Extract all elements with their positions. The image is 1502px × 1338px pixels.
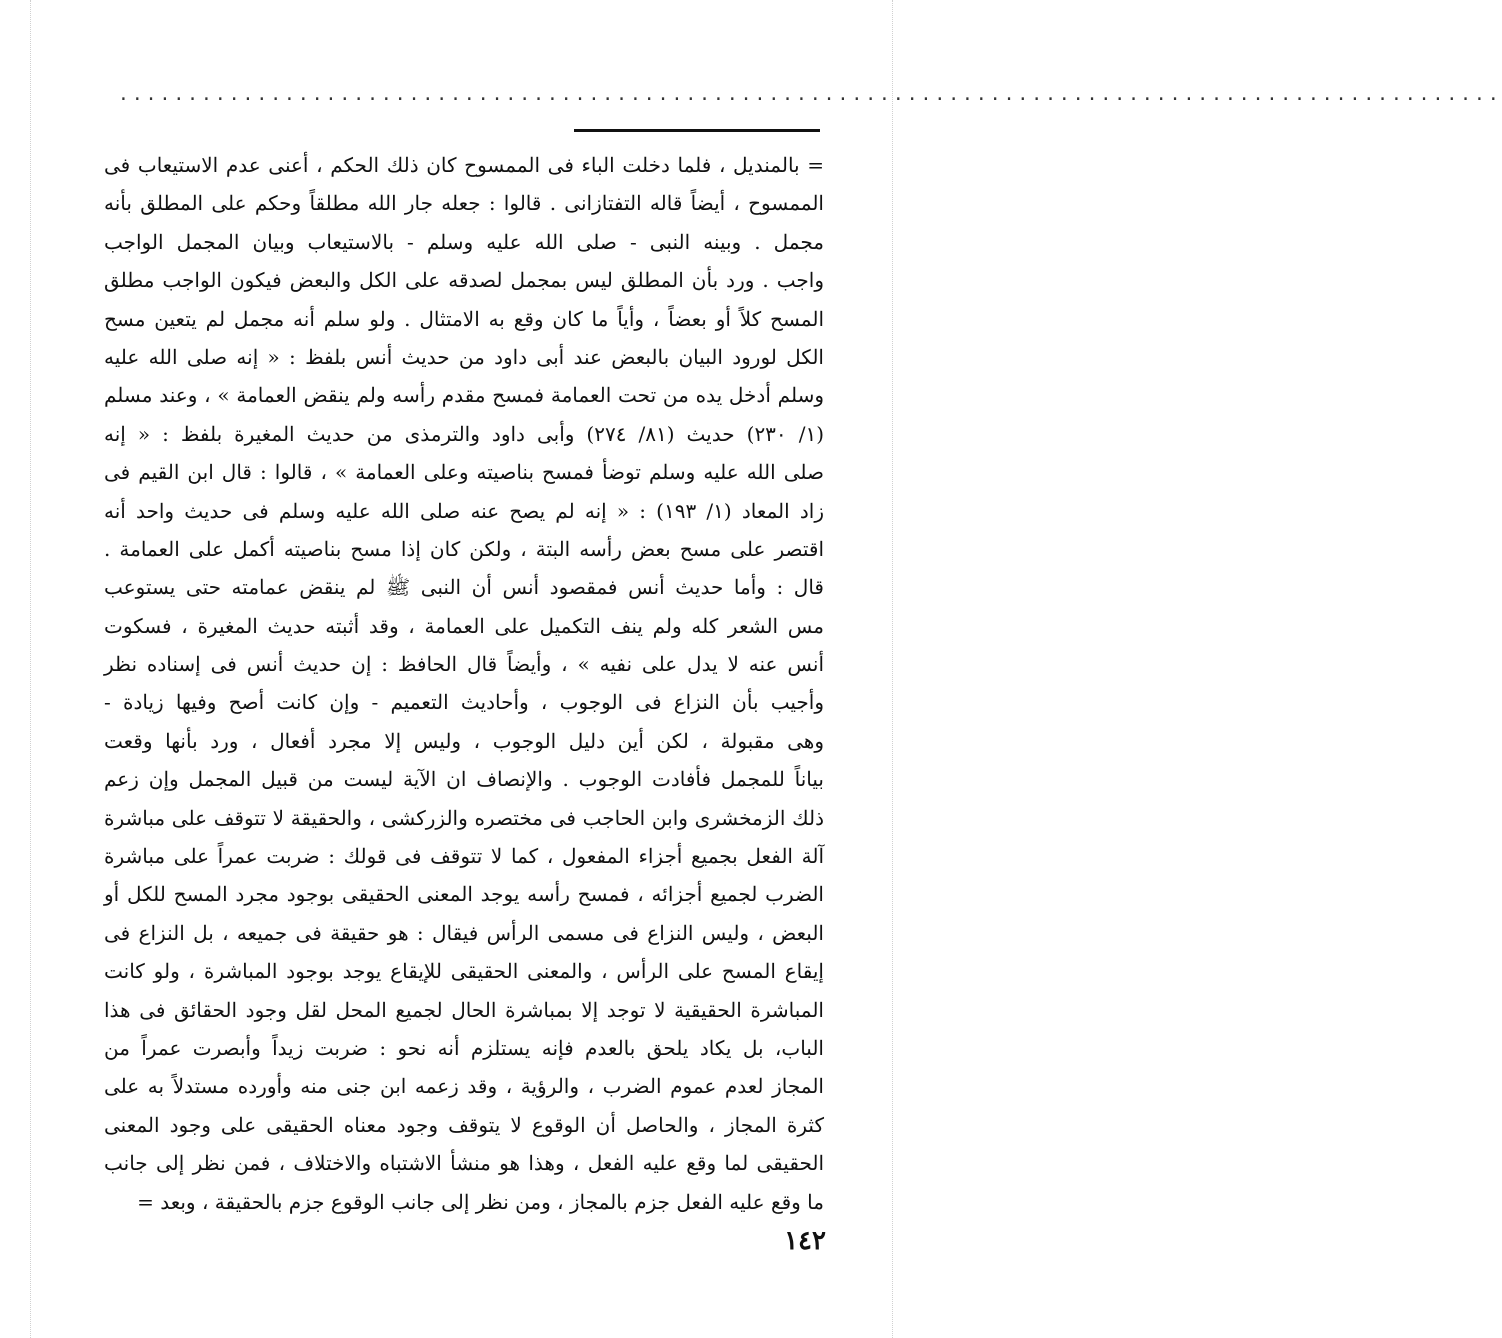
- text-line: قال : وأما حديث أنس فمقصود أنس أن النبى ﷺ لم ينقض عمامته حتى يستوعب: [104, 575, 824, 600]
- footnote-dots-separator: ....................................................................................................: [118, 84, 1502, 105]
- text-line: الباب، بل يكاد يلحق بالعدم فإنه يستلزم أنه نحو : ضربت زيداً وأبصرت عمراً من: [104, 1035, 824, 1060]
- text-line: إيقاع المسح على الرأس ، والمعنى الحقيقى للإيقاع يوجد بوجود المباشرة ، ولو كانت: [104, 959, 824, 984]
- text-line: وهى مقبولة ، لكن أين دليل الوجوب ، وليس إلا مجرد أفعال ، ورد بأنها وقعت: [104, 728, 824, 753]
- text-line: آلة الفعل بجميع أجزاء المفعول ، كما لا تتوقف فى قولك : ضربت عمراً على مباشرة: [104, 844, 824, 869]
- text-line: المسح كلاً أو بعضاً ، وأياً ما كان وقع به الامتثال . ولو سلم أنه مجمل لم يتعين مسح: [104, 306, 824, 331]
- text-line: كثرة المجاز ، والحاصل أن الوقوع لا يتوقف وجود معناه الحقيقى على وجود المعنى: [104, 1112, 824, 1137]
- text-line: ما وقع عليه الفعل جزم بالمجاز ، ومن نظر إلى جانب الوقوع جزم بالحقيقة ، وبعد =: [137, 1189, 824, 1214]
- text-line: مس الشعر كله ولم ينف التكميل على العمامة ، وقد أثبته حديث المغيرة ، فسكوت: [104, 613, 824, 638]
- text-line: الضرب لجميع أجزائه ، فمسح رأسه يوجد المعنى الحقيقى بوجود مجرد المسح للكل أو: [104, 882, 824, 907]
- scan-gutter-line: [892, 0, 893, 1338]
- text-line: أنس عنه لا يدل على نفيه » ، وأيضاً قال الحافظ : إن حديث أنس فى إسناده نظر: [104, 652, 824, 677]
- text-line: = بالمنديل ، فلما دخلت الباء فى الممسوح كان ذلك الحكم ، أعنى عدم الاستيعاب فى: [104, 153, 824, 177]
- footnote-rule: [574, 129, 820, 132]
- page-number: ١٤٢: [784, 1226, 826, 1256]
- text-line: الممسوح ، أيضاً قاله التفتازانى . قالوا : جعله جار الله مطلقاً وحكم على المطلق بأنه: [104, 191, 824, 216]
- text-line: الكل لورود البيان بالبعض عند أبى داود من حديث أنس بلفظ : « إنه صلى الله عليه: [104, 344, 824, 369]
- text-line: مجمل . وبينه النبى - صلى الله عليه وسلم - بالاستيعاب وبيان المجمل الواجب: [104, 229, 824, 254]
- text-line: ذلك الزمخشرى وابن الحاجب فى مختصره والزركشى ، والحقيقة لا تتوقف على مباشرة: [104, 805, 824, 830]
- text-line: وأجيب بأن النزاع فى الوجوب ، وأحاديث التعميم - وإن كانت أصح وفيها زيادة -: [104, 690, 824, 715]
- footnote-text-block: [104, 146, 824, 1221]
- text-line: المباشرة الحقيقية لا توجد إلا بمباشرة الحال لجميع المحل لقل وجود الحقائق فى هذا: [104, 997, 824, 1022]
- text-line: المجاز لعدم عموم الضرب ، والرؤية ، وقد زعمه ابن جنى منه وأورده مستدلاً به على: [104, 1074, 824, 1099]
- text-line: اقتصر على مسح بعض رأسه البتة ، ولكن كان إذا مسح بناصيته أكمل على العمامة .: [104, 536, 824, 561]
- text-line: وسلم أدخل يده من تحت العمامة فمسح مقدم رأسه ولم ينقض العمامة » ، وعند مسلم: [104, 383, 824, 408]
- text-line: (١/ ٢٣٠) حديث (٨١/ ٢٧٤) وأبى داود والترمذى من حديث المغيرة بلفظ : « إنه: [104, 421, 824, 446]
- scan-gutter-line: [30, 0, 31, 1338]
- text-line: واجب . ورد بأن المطلق ليس بمجمل لصدقه على الكل والبعض فيكون الواجب مطلق: [104, 268, 824, 293]
- text-line: الحقيقى لما وقع عليه الفعل ، وهذا هو منشأ الاشتباه والاختلاف ، فمن نظر إلى جانب: [104, 1151, 824, 1176]
- text-line: صلى الله عليه وسلم توضأ فمسح بناصيته وعلى العمامة » ، قالوا : قال ابن القيم فى: [104, 460, 824, 485]
- text-line: البعض ، وليس النزاع فى مسمى الرأس فيقال : هو حقيقة فى جميعه ، بل النزاع فى: [104, 920, 824, 945]
- text-line: بياناً للمجمل فأفادت الوجوب . والإنصاف ان الآية ليست من قبيل المجمل وإن زعم: [104, 767, 824, 792]
- text-line: زاد المعاد (١/ ١٩٣) : « إنه لم يصح عنه صلى الله عليه وسلم فى حديث واحد أنه: [104, 498, 824, 523]
